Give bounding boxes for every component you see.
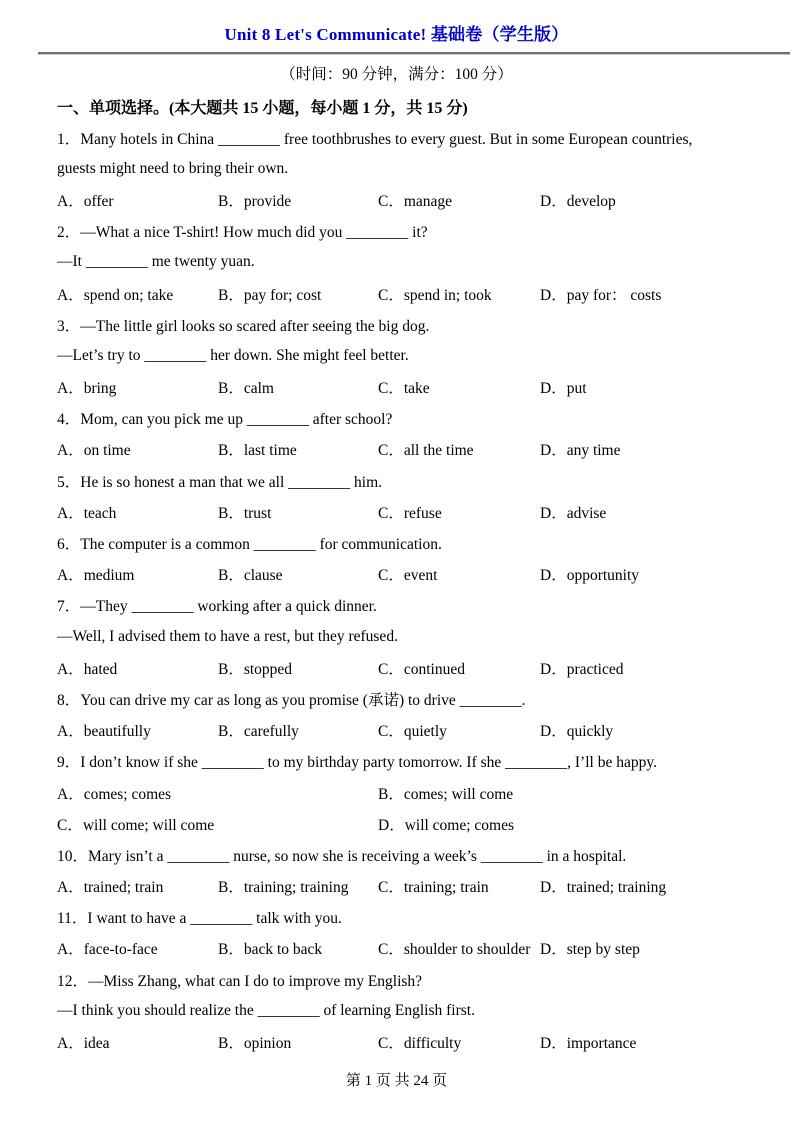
- question-9-option-B: B．comes; will come: [378, 785, 514, 803]
- question-4-option-D: D．any time: [540, 442, 621, 460]
- question-8-options-row: [57, 715, 737, 746]
- question-6-option-C: C．event: [378, 567, 438, 585]
- question-1-option-B: B．provide: [218, 192, 292, 210]
- question-5-option-A: A．teach: [57, 504, 117, 522]
- question-3-option-C: C．take: [378, 380, 430, 398]
- question-11-text-line-1: 11．I want to have a ________ talk with you.: [57, 910, 342, 928]
- question-1-options-row: [57, 184, 737, 215]
- question-11-option-B: B．back to back: [218, 941, 323, 959]
- page-title: Unit 8 Let's Communicate! 基础卷（学生版）: [224, 25, 569, 44]
- question-2-text-line-2: —It ________ me twenty yuan.: [57, 253, 255, 271]
- question-4-option-C: C．all the time: [378, 442, 474, 460]
- question-3-options-row: [57, 372, 737, 403]
- question-6-option-A: A．medium: [57, 567, 135, 585]
- question-12-text-line-2: —I think you should realize the ________ of learning English first.: [57, 1001, 475, 1019]
- question-1-text-line-1: 1．Many hotels in China ________ free toothbrushes to every guest. But in some European countries,: [57, 130, 693, 148]
- question-7-text-line-2: —Well, I advised them to have a rest, but they refused.: [57, 627, 398, 645]
- question-2-text-line-1: 2．—What a nice T-shirt! How much did you ________ it?: [57, 224, 428, 242]
- question-7-option-C: C．continued: [378, 660, 465, 678]
- question-9-option-D: D．will come; comes: [378, 816, 515, 834]
- question-10-option-C: C．training; train: [378, 879, 489, 897]
- question-11-option-C: C．shoulder to shoulder: [378, 941, 531, 959]
- question-11-option-A: A．face-to-face: [57, 941, 158, 959]
- time-score-line: （时间：90 分钟，满分：100 分）: [280, 65, 513, 83]
- question-12-option-A: A．idea: [57, 1035, 110, 1053]
- question-5-options-row: [57, 496, 737, 527]
- question-7-option-A: A．hated: [57, 660, 118, 678]
- question-1-option-D: D．develop: [540, 192, 616, 210]
- question-8-option-A: A．beautifully: [57, 723, 151, 741]
- question-2-option-C: C．spend in; took: [378, 286, 492, 304]
- question-10-text-line-1: 10．Mary isn’t a ________ nurse, so now she is receiving a week’s ________ in a hospital.: [57, 847, 627, 865]
- question-7-options-row: [57, 652, 737, 683]
- question-6-options-row: [57, 559, 737, 590]
- question-7-option-B: B．stopped: [218, 660, 293, 678]
- questions: [0, 122, 793, 1058]
- page-number-footer: 第 1 页 共 24 页: [345, 1072, 448, 1089]
- question-5-option-B: B．trust: [218, 504, 272, 522]
- question-5-option-D: D．advise: [540, 504, 607, 522]
- question-12-option-B: B．opinion: [218, 1035, 292, 1053]
- question-8-option-D: D．quickly: [540, 723, 614, 741]
- question-4-option-A: A．on time: [57, 442, 131, 460]
- question-3-option-A: A．bring: [57, 380, 117, 398]
- question-10-option-D: D．trained; training: [540, 879, 667, 897]
- question-4-options-row: [57, 434, 737, 465]
- question-10-options-row: [57, 871, 737, 902]
- question-12-option-D: D．importance: [540, 1035, 637, 1053]
- question-3-text-line-2: —Let’s try to ________ her down. She might feel better.: [57, 346, 409, 364]
- question-9-options-row: [57, 808, 737, 839]
- question-3-option-B: B．calm: [218, 380, 274, 398]
- question-7-text-line-1: 7．—They ________ working after a quick dinner.: [57, 598, 377, 616]
- question-1-option-C: C．manage: [378, 192, 453, 210]
- question-2-option-D: D．pay for： costs: [540, 286, 662, 304]
- question-11-options-row: [57, 933, 737, 964]
- question-6-text-line-1: 6．The computer is a common ________ for communication.: [57, 536, 442, 554]
- question-4-option-B: B．last time: [218, 442, 297, 460]
- question-5-option-C: C．refuse: [378, 504, 442, 522]
- question-3-option-D: D．put: [540, 380, 587, 398]
- question-6-option-D: D．opportunity: [540, 567, 640, 585]
- question-9-text-line-1: 9．I don’t know if she ________ to my birthday party tomorrow. If she ________, I’ll be happy.: [57, 754, 657, 772]
- question-4-text-line-1: 4．Mom, can you pick me up ________ after school?: [57, 411, 393, 429]
- question-5-text-line-1: 5．He is so honest a man that we all ________ him.: [57, 473, 383, 491]
- question-12-text-line-1: 12．—Miss Zhang, what can I do to improve my English?: [57, 972, 423, 990]
- question-3-text-line-1: 3．—The little girl looks so scared after seeing the big dog.: [57, 317, 430, 335]
- question-8-text-line-1: 8．You can drive my car as long as you promise (承诺) to drive ________.: [57, 691, 526, 709]
- question-9-option-C: C．will come; will come: [57, 816, 215, 834]
- question-10-option-B: B．training; training: [218, 879, 349, 897]
- question-2-options-row: [57, 278, 737, 309]
- question-7-option-D: D．practiced: [540, 660, 624, 678]
- question-2-option-B: B．pay for; cost: [218, 286, 322, 304]
- question-10-option-A: A．trained; train: [57, 879, 164, 897]
- question-9-option-A: A．comes; comes: [57, 785, 172, 803]
- question-9-options-row: [57, 777, 737, 808]
- question-8-option-B: B．carefully: [218, 723, 299, 741]
- question-11-option-D: D．step by step: [540, 941, 640, 959]
- section-heading: 一、单项选择。(本大题共 15 小题，每小题 1 分，共 15 分): [57, 100, 468, 117]
- question-1-option-A: A．offer: [57, 192, 114, 210]
- question-12-option-C: C．difficulty: [378, 1035, 462, 1053]
- question-12-options-row: [57, 1026, 737, 1057]
- question-8-option-C: C．quietly: [378, 723, 447, 741]
- question-1-text-line-2: guests might need to bring their own.: [57, 159, 289, 177]
- question-6-option-B: B．clause: [218, 567, 283, 585]
- question-2-option-A: A．spend on; take: [57, 286, 174, 304]
